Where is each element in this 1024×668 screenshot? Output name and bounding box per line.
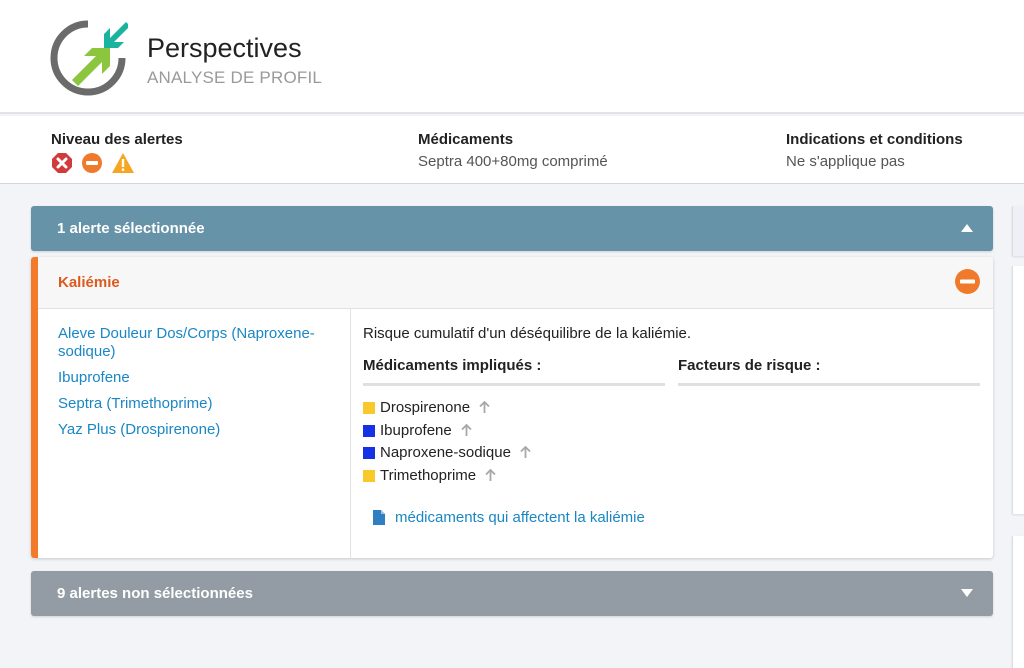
involved-drug-name: Trimethoprime (380, 467, 477, 484)
moderate-minus-icon[interactable] (81, 152, 103, 174)
involved-medications-heading: Médicaments impliqués : (363, 357, 665, 386)
arrow-up-icon (485, 469, 496, 482)
arrow-up-icon (461, 424, 472, 437)
document-icon (373, 510, 385, 525)
linked-drugs-list (38, 309, 351, 558)
selected-alerts-bar[interactable] (31, 206, 993, 251)
indications-label: Indications et conditions (786, 131, 963, 148)
side-panel-edge (1012, 206, 1024, 256)
alert-description: Risque cumulatif d'un déséquilibre de la kaliémie. (363, 325, 692, 342)
alert-header[interactable] (38, 257, 993, 309)
involved-drug-item (363, 399, 490, 416)
drug-color-swatch (363, 447, 375, 459)
drug-link[interactable]: Aleve Douleur Dos/Corps (Naproxene-sodique) (58, 325, 315, 360)
drug-color-swatch (363, 470, 375, 482)
major-x-icon[interactable] (51, 152, 73, 174)
selected-alerts-label: 1 alerte sélectionnée (57, 220, 205, 237)
drug-link[interactable]: Septra (Trimethoprime) (58, 395, 213, 412)
alert-title: Kaliémie (58, 274, 120, 291)
drug-color-swatch (363, 425, 375, 437)
profile-summary (0, 116, 1024, 184)
caret-up-icon (961, 224, 973, 232)
app-title: Perspectives (147, 33, 302, 63)
medications-value: Septra 400+80mg comprimé (418, 153, 608, 170)
caret-down-icon (961, 589, 973, 597)
arrow-up-icon (520, 446, 531, 459)
alert-level-section (51, 131, 183, 174)
alert-level-label: Niveau des alertes (51, 131, 183, 148)
alert-level-icons (51, 152, 183, 174)
drug-link[interactable]: Yaz Plus (Drospirenone) (58, 421, 221, 438)
alert-card (31, 257, 993, 558)
severity-accent-bar (31, 257, 38, 558)
side-panel-edge (1012, 536, 1024, 668)
app-subtitle: ANALYSE DE PROFIL (147, 68, 323, 87)
indications-section (786, 131, 963, 170)
drug-color-swatch (363, 402, 375, 414)
arrow-up-icon (479, 401, 490, 414)
perspectives-logo-icon (48, 18, 128, 98)
medications-label: Médicaments (418, 131, 514, 148)
document-link-label: médicaments qui affectent la kaliémie (395, 509, 645, 526)
warning-triangle-icon[interactable] (111, 152, 135, 174)
involved-drug-item (363, 422, 472, 439)
involved-drug-item (363, 444, 531, 461)
unselected-alerts-label: 9 alertes non sélectionnées (57, 585, 253, 602)
side-panel-edge (1012, 266, 1024, 514)
kaliemie-document-link[interactable] (373, 509, 645, 526)
involved-drug-name: Drospirenone (380, 399, 471, 416)
involved-drug-name: Naproxene-sodique (380, 444, 511, 461)
risk-factors-heading: Facteurs de risque : (678, 357, 980, 386)
moderate-minus-icon[interactable] (954, 268, 981, 295)
medications-section (418, 131, 608, 170)
involved-drug-item (363, 467, 496, 484)
app-header (0, 0, 1024, 114)
alert-details (363, 309, 993, 558)
indications-value: Ne s'applique pas (786, 153, 905, 170)
unselected-alerts-bar[interactable] (31, 571, 993, 616)
drug-link[interactable]: Ibuprofene (58, 369, 130, 386)
involved-drug-name: Ibuprofene (380, 422, 452, 439)
